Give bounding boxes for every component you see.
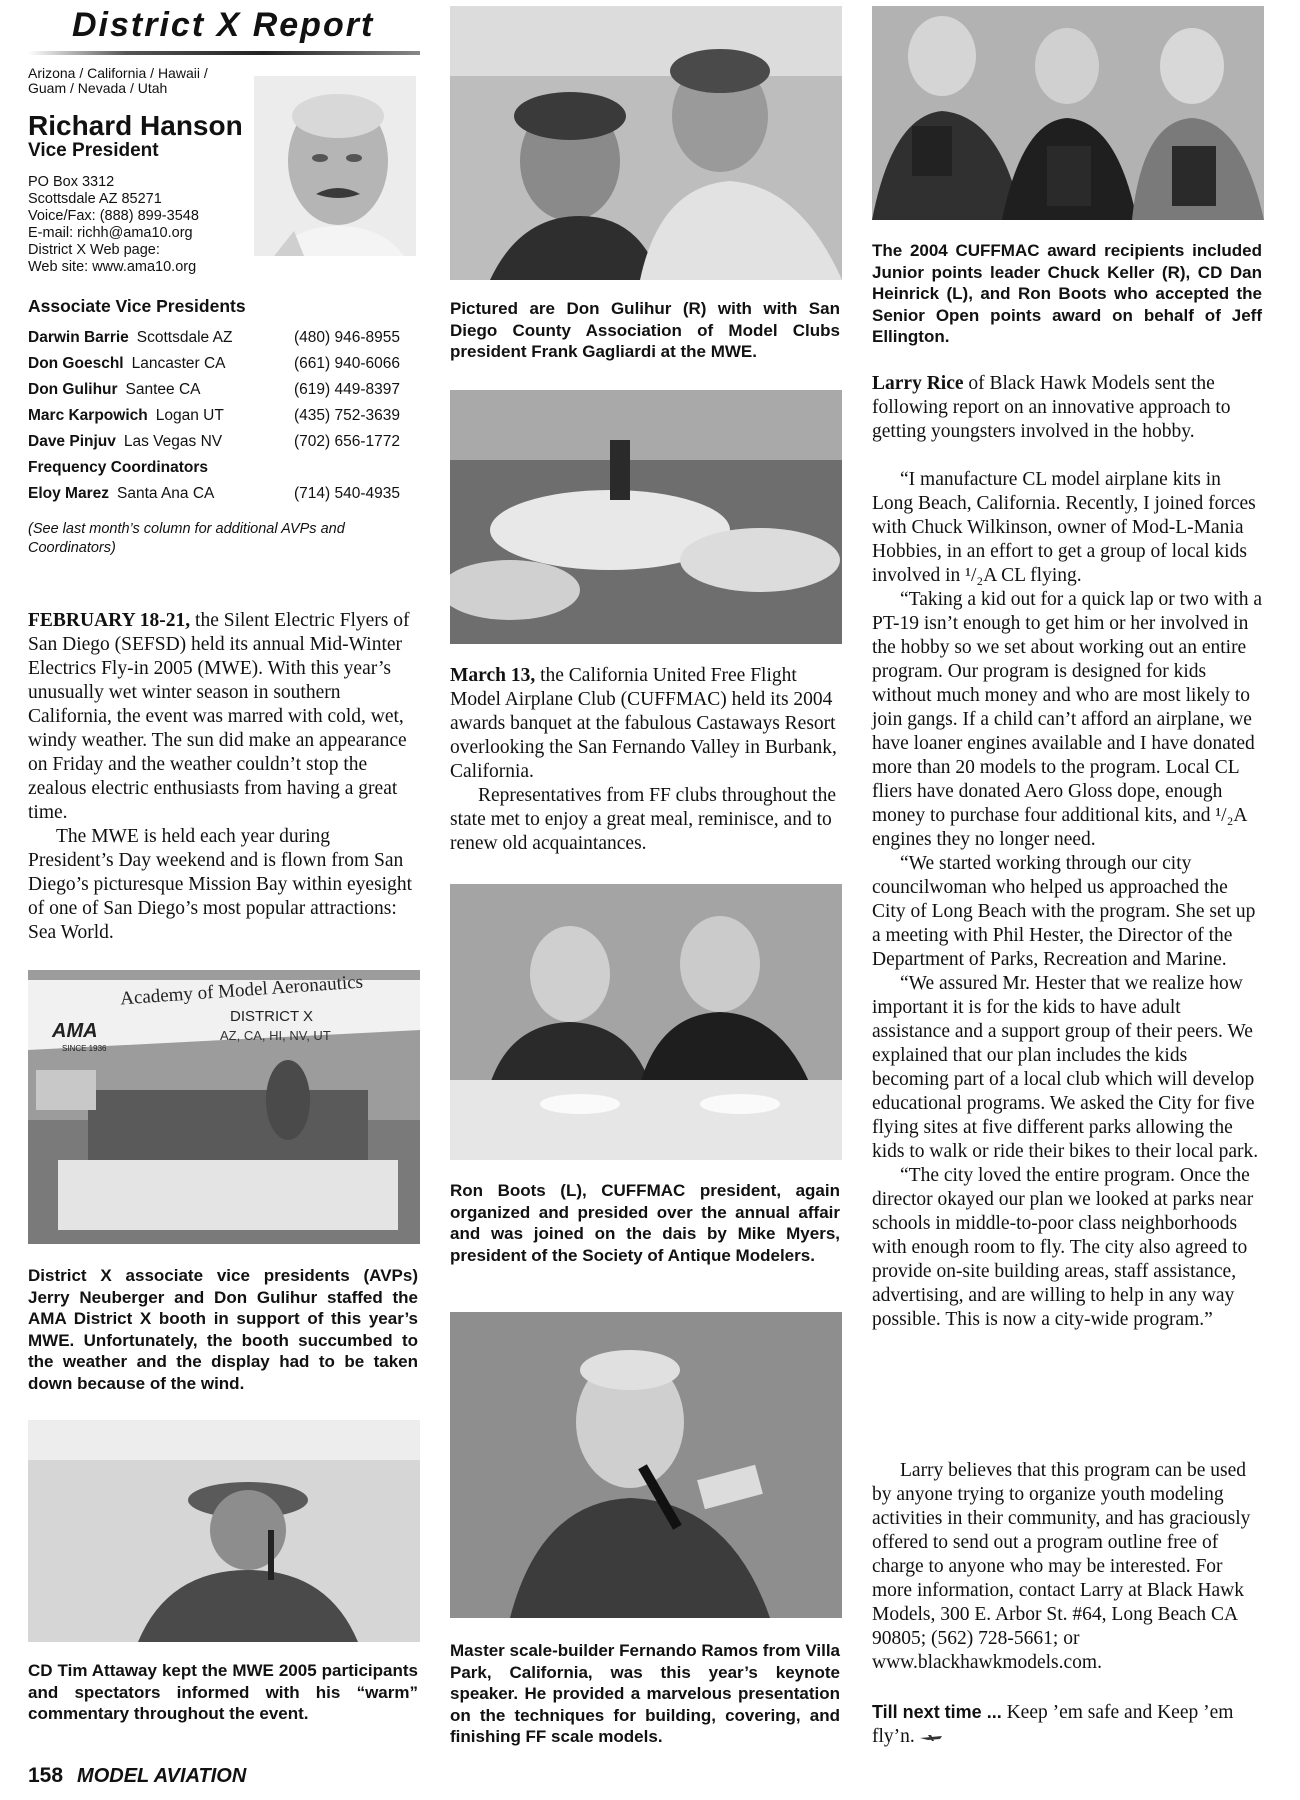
booth-banner-text: Academy of Model Aeronautics xyxy=(119,971,364,1010)
avp-row xyxy=(28,377,410,403)
mwe-paragraph-2: The MWE is held each year during President’s Day weekend and is flown from San Diego’s picturesque Mission Bay within eyesight of one of San Diego’s most popular attractions: Sea World. xyxy=(28,826,413,943)
caption-tim: CD Tim Attaway kept the MWE 2005 participants and spectators informed with his “warm” commentary throughout the event. xyxy=(28,1661,418,1723)
mwe-lead: FEBRUARY 18-21, xyxy=(28,610,191,631)
closing xyxy=(872,1700,1262,1749)
fernando-ramos-photo xyxy=(450,1312,842,1618)
address-line: Voice/Fax: (888) 899-3548 xyxy=(28,208,199,224)
quote-paragraph-4: “We assured Mr. Hester that we realize how important it is for the kids to have adult assistance and a support group of their peers. We explained that our plan includes the kids becoming part of a local club which will develop educational programs. We asked the City for five flying sites at five different parks allowing the kids to walk or ride their bikes to their local park. xyxy=(872,973,1259,1162)
booth-district-text: DISTRICT X xyxy=(230,1008,314,1025)
ama-booth-photo xyxy=(28,970,420,1244)
banquet-image xyxy=(450,390,842,644)
booth-states-text: AZ, CA, HI, NV, UT xyxy=(220,1028,331,1043)
booth-image xyxy=(28,970,420,1244)
larry-believes xyxy=(872,1459,1262,1675)
awards-image xyxy=(872,6,1264,220)
vp-states: Arizona / California / Hawaii / Guam / Nevada / Utah xyxy=(28,65,208,96)
tim-image xyxy=(28,1420,420,1642)
vp-title: Vice President xyxy=(28,140,159,161)
avp-row xyxy=(28,429,410,455)
avp-phone: (661) 940-6066 xyxy=(294,355,400,372)
mwe-paragraph-1: the Silent Electric Flyers of San Diego (SEFSD) held its annual Mid-Winter Electrics Fly-in 2005 (MWE). With this year’s unusually wet winter season in southern California, the event was marred with cold, wet, windy weather. The sun did make an appearance on Friday and the weather couldn’t stop the zealous electric enthusiasts from having a great time. xyxy=(28,610,410,823)
column-right xyxy=(872,0,1264,1800)
avp-row xyxy=(28,325,410,351)
cuffmac-article xyxy=(450,664,840,856)
larry-believes-paragraph: Larry believes that this program can be used by anyone trying to organize youth modeling activities in their community, and has graciously offered to send out a program outline free of charge to anyone who may be interested. For more information, contact Larry at Black Hawk Models, 300 E. Arbor St. #64, Long Beach CA 90805; (562) 728-5661; or www.blackhawkmodels.com. xyxy=(872,1460,1251,1673)
caption-booth: District X associate vice presidents (AVPs) Jerry Neuberger and Don Gulihur staffed the AMA District X booth in support of this year’s MWE. Unfortunately, the booth succumbed to the weather and the display had to be taken down because of the wind. xyxy=(28,1266,418,1393)
avp-phone: (702) 656-1772 xyxy=(294,433,400,450)
avp-city: Santee CA xyxy=(125,381,201,398)
vp-name: Richard Hanson xyxy=(28,110,243,141)
quote-paragraph-3: “We started working through our city councilwoman who helped us approached the City of Long Beach with the program. She set up a meeting with Phil Hester, the Director of the Department of Parks, Recreation and Marine. xyxy=(872,853,1256,970)
page-footer xyxy=(28,1764,246,1788)
avp-phone: (435) 752-3639 xyxy=(294,407,400,424)
address-line: E-mail: richh@ama10.org xyxy=(28,225,193,241)
freq-heading xyxy=(28,455,410,481)
ron-boots-photo xyxy=(450,884,842,1160)
address-line: District X Web page: xyxy=(28,242,160,258)
avp-name: Don Goeschl xyxy=(28,355,124,372)
avp-note: (See last month’s column for additional AVPs and Coordinators) xyxy=(28,521,345,556)
caption-awards: The 2004 CUFFMAC award recipients included Junior points leader Chuck Keller (R), CD Dan Heinrick (L), and Ron Boots who accepted the Senior Open points award on behalf of Jeff Ellington. xyxy=(872,241,1262,346)
freq-name: Eloy Marez xyxy=(28,485,109,502)
avp-phone: (480) 946-8955 xyxy=(294,329,400,346)
avp-city: Lancaster CA xyxy=(131,355,226,372)
address-line: Scottsdale AZ 85271 xyxy=(28,191,162,207)
closing-lead: Till next time ... xyxy=(872,1702,1002,1722)
mwe-article xyxy=(28,609,418,945)
avp-name: Darwin Barrie xyxy=(28,329,129,346)
freq-city: Santa Ana CA xyxy=(116,485,215,502)
cuffmac-paragraph-1: the California United Free Flight Model Airplane Club (CUFFMAC) held its 2004 awards banquet at the fabulous Castaways Resort overlooking the San Fernando Valley in Burbank, California. xyxy=(450,665,837,782)
ama-end-mark-icon xyxy=(920,1733,942,1743)
larry-quote xyxy=(872,468,1262,1332)
larry-lead: Larry Rice xyxy=(872,373,964,394)
address-line: Web site: www.ama10.org xyxy=(28,259,197,275)
gulihur-image xyxy=(450,6,842,280)
freq-heading-text: Frequency Coordinators xyxy=(28,459,208,476)
column-left xyxy=(28,0,420,1800)
freq-row xyxy=(28,481,410,507)
title-rule xyxy=(28,51,420,55)
avp-name: Marc Karpowich xyxy=(28,407,148,424)
freq-phone: (714) 540-4935 xyxy=(294,485,400,502)
portrait-image xyxy=(254,76,416,256)
report-title: District X Report xyxy=(72,6,375,44)
caption-gulihur: Pictured are Don Gulihur (R) with with San Diego County Association of Model Clubs president Frank Gagliardi at the MWE. xyxy=(450,299,840,361)
avp-name: Dave Pinjuv xyxy=(28,433,116,450)
gulihur-photo xyxy=(450,6,842,280)
column-middle xyxy=(450,0,842,1800)
page-number: 158 xyxy=(28,1764,64,1787)
closing-text: Keep ’em safe and Keep ’em fly’n. xyxy=(872,1702,1234,1747)
tim-attaway-photo xyxy=(28,1420,420,1642)
ramos-image xyxy=(450,1312,842,1618)
avp-city: Las Vegas NV xyxy=(123,433,223,450)
avp-list xyxy=(28,325,410,507)
cuffmac-paragraph-2: Representatives from FF clubs throughout the state met to enjoy a great meal, reminisce, and to renew old acquaintances. xyxy=(450,785,836,854)
avp-phone: (619) 449-8397 xyxy=(294,381,400,398)
quote-paragraph-5: “The city loved the entire program. Once the director okayed our plan we looked at parks near schools in middle-to-poor class neighborhoods with enough room to fly. The city also agreed to provide on-site building areas, staff assistance, advertising, and are willing to help in any way possible. This is now a city-wide program.” xyxy=(872,1165,1254,1330)
quote-paragraph-2: “Taking a kid out for a quick lap or two with a PT-19 isn’t enough to get him or her involved in the hobby so we set about working out an entire program. Our program is designed for kids without much money and who are most likely to join gangs. If a child can’t afford an airplane, we have loaner engines available and I have donated more than 20 models to the program. Local CL fliers have donated Aero Gloss dope, enough money to purchase four additional kits, and ¹/₂A engines they no longer need. xyxy=(872,589,1262,850)
avp-name: Don Gulihur xyxy=(28,381,118,398)
ama-since-text: SINCE 1936 xyxy=(62,1044,107,1053)
avp-row xyxy=(28,403,410,429)
caption-ramos: Master scale-builder Fernando Ramos from Villa Park, California, was this year’s keynote speaker. He provided a marvelous presentation on the techniques for building, covering, and finishing FF scale models. xyxy=(450,1641,840,1746)
magazine-name: MODEL AVIATION xyxy=(77,1765,247,1787)
quote-paragraph-1: “I manufacture CL model airplane kits in Long Beach, California. Recently, I joined forces with Chuck Wilkinson, owner of Mod-L-Mania Hobbies, in an effort to get a group of local kids involved in ¹/₂A CL flying. xyxy=(872,469,1256,586)
banquet-photo xyxy=(450,390,842,644)
cuffmac-lead: March 13, xyxy=(450,665,536,686)
address-line: PO Box 3312 xyxy=(28,174,115,190)
avp-city: Logan UT xyxy=(155,407,224,424)
ron-image xyxy=(450,884,842,1160)
avp-row xyxy=(28,351,410,377)
caption-ron: Ron Boots (L), CUFFMAC president, again organized and presided over the annual affair and was joined on the dais by Mike Myers, president of the Society of Antique Modelers. xyxy=(450,1181,840,1265)
ama-logo-text: AMA xyxy=(52,1020,98,1042)
avp-heading: Associate Vice Presidents xyxy=(28,296,246,316)
vp-address xyxy=(28,174,199,276)
vp-portrait-photo xyxy=(254,76,416,256)
larry-intro-text: of Black Hawk Models sent the following report on an innovative approach to getting youngsters involved in the hobby. xyxy=(872,373,1231,442)
award-recipients-photo xyxy=(872,6,1264,220)
avp-city: Scottsdale AZ xyxy=(136,329,233,346)
larry-intro xyxy=(872,372,1262,444)
